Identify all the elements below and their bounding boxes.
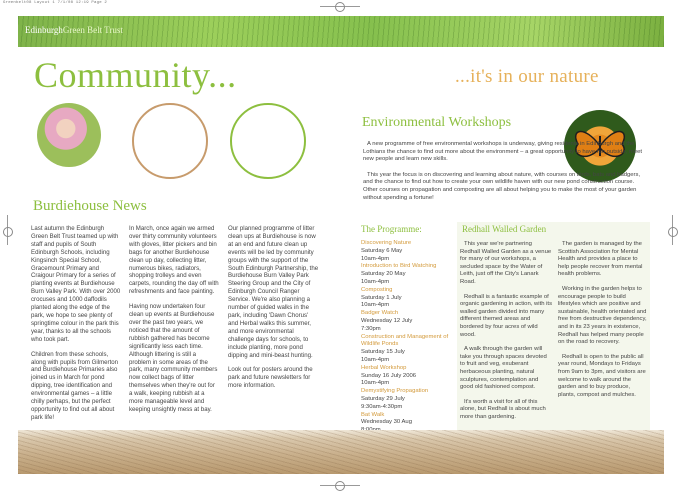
paragraph: Children from these schools, along with pupils from Gilmerton and Burdiehouse Primaries also joined us in March for pond dipping, tree identification and environmental games – a little chilly perhaps, but the perfect opportunity to find out all about park life! <box>31 350 119 421</box>
registration-mark-bottom <box>335 481 345 491</box>
paragraph: Redhall is open to the public all year round, Mondays to Fridays from 9am to 3pm, and visitors are welcome to walk around the garden and to buy produce, plants, compost and mulches. <box>558 353 646 398</box>
event-name: Construction and Management of Wildlife Ponds <box>361 333 449 348</box>
redhall-column-2 <box>558 241 648 406</box>
paragraph: This year we're partnering Redhall Walled Garden as a venue for many of our workshops, a secluded space by the Water of Leith, just off the City's Lanark Road. <box>460 241 552 285</box>
paragraph: Having now undertaken four clean up events at Burdiehouse over the past two years, we noticed that the amount of rubbish gathered has become significantly less each time. Although littering is still a problem in some areas of the park, many community members now collect bags of litter themselves when they're out for a walk, keeping rubbish at a more manageable level and keeping unsightly mess at bay. <box>129 303 218 413</box>
programme-item <box>361 263 453 286</box>
programme-title: The Programme: <box>361 224 422 234</box>
brand-name-part2: Green Belt Trust <box>62 25 123 35</box>
event-name: Discovering Nature <box>361 240 412 246</box>
event-name: Herbal Workshop <box>361 364 407 371</box>
programme-item <box>361 310 453 333</box>
paragraph: This year the focus is on discovering and learning about nature, with courses on birds, bats and badgers, and the chance to find out how to create your own wildlife haven with our new pond construction course. Other courses on propagation and composting are all about helping you to make the most of your garden without spending a fortune! <box>363 171 641 201</box>
programme-item <box>361 240 453 263</box>
event-time: 10am-4pm <box>361 302 390 309</box>
burdiehouse-column-1 <box>31 225 121 429</box>
event-date: Wednesday 12 July <box>361 317 413 324</box>
registration-mark-top <box>335 2 345 12</box>
paragraph: A new programme of free environmental workshops is underway, giving residents in Edinburgh and the Lothians the chance to find out more about the environment – a great opportunity to have fun outside, meet new people and learn new skills. <box>363 141 643 163</box>
page-title-community: Community... <box>34 55 237 95</box>
event-time: 10am-4pm <box>361 255 390 262</box>
event-date: Saturday 15 July <box>361 349 405 356</box>
event-date: Saturday 6 May <box>361 247 403 254</box>
empty-circle-green <box>230 103 306 179</box>
soil-texture <box>18 430 664 474</box>
event-name: Badger Watch <box>361 310 399 317</box>
burdiehouse-column-3 <box>228 225 320 397</box>
programme-item <box>361 365 453 388</box>
empty-circle-brown <box>132 103 208 179</box>
event-time: 10am-4pm <box>361 278 390 285</box>
event-time: 9:30am-4:30pm <box>361 403 403 410</box>
event-name: Demystifying Propagation <box>361 388 429 395</box>
registration-mark-right <box>668 227 678 237</box>
paragraph: Our planned programme of litter clean ups at Burdiehouse is now at an end and future clean up events will be led by community groups with the support of the South Edinburgh Partnership, the Burdiehouse Burn Valley Park Steering Group and the City of Edinburgh Council Ranger Service. We're also planning a number of guided walks in the park, including 'Dawn Chorus' and Herbal walks this summer, and more environmental challenge days for schools, to include planting, more pond dipping and mini-beast hunting. <box>228 225 319 359</box>
paragraph: In March, once again we armed over thirty community volunteers with gloves, litter pickers and bin bags for another Burdiehouse clean up day, collecting litter, numerous bikes, radiators, shopping trolleys and even carpets, rounding the day off with refreshments and face painting. <box>129 225 219 296</box>
brand-logo <box>25 25 123 35</box>
event-date: Saturday 1 July <box>361 294 402 301</box>
event-name: Introduction to Bird Watching <box>361 263 437 270</box>
programme-item <box>361 287 453 310</box>
page-title-nature: ...it's in our nature <box>455 66 599 87</box>
environmental-workshops-title: Environmental Workshops <box>362 115 512 130</box>
event-time: 7:30pm <box>361 325 381 332</box>
paragraph: Last autumn the Edinburgh Green Belt Trust teamed up with staff and pupils of South Edinburgh Schools, including Kingsinch Special School, Gracemount Primary and Craigour Primary for a series of planting events at Burdiehouse Burn Valley Park. With over 2000 crocuses and 1000 daffodils planted along the edge of the park, we hope to see plenty of springtime colour in the park this year, thanks to all the schools who took part. <box>31 225 121 343</box>
child-photo-circle <box>37 103 101 167</box>
event-date: Saturday 29 July <box>361 395 405 402</box>
programme-item <box>361 334 453 365</box>
event-time: 10am-4pm <box>361 380 390 387</box>
paragraph: It's worth a visit for all of this alone, but Redhall is about much more than gardening. <box>460 398 546 420</box>
event-date: Wednesday 30 Aug <box>361 419 412 426</box>
brand-name-part1: Edinburgh <box>25 25 63 35</box>
burdiehouse-news-title: Burdiehouse News <box>33 198 147 214</box>
paragraph: A walk through the garden will take you through spaces devoted to fruit and veg, exuberant herbaceous planting, natural sculptures, contemplation and good old fashioned compost. <box>460 346 547 391</box>
redhall-title: Redhall Walled Garden <box>462 224 547 234</box>
event-time: 10am-4pm <box>361 356 390 363</box>
paragraph: The garden is managed by the Scottish Association for Mental Health and provides a place to help people recover from mental health problems. <box>558 241 643 278</box>
programme-list <box>361 240 453 435</box>
paragraph: Redhall is a fantastic example of organic gardening in action, with its walled garden divided into many different themed areas and bordered by four acres of wild wood. <box>460 293 553 338</box>
redhall-column-1 <box>460 241 552 428</box>
print-line: Greenbelt08 Layout 1 7/1/08 12:19 Page 2 <box>3 1 108 5</box>
event-date: Saturday 20 May <box>361 271 406 278</box>
paragraph: Working in the garden helps to encourage people to build lifestyles which are positive and sustainable, health orientated and free from destructive dependency, and in its 23 years in existence, Redhall has helped many people on the road to recovery. <box>558 285 647 346</box>
event-name: Composting <box>361 286 393 293</box>
environmental-intro <box>363 141 643 210</box>
programme-item <box>361 388 453 411</box>
paragraph: Look out for posters around the park and future newsletters for more information. <box>228 366 313 390</box>
burdiehouse-column-2 <box>129 225 219 421</box>
registration-mark-left <box>3 227 13 237</box>
event-name: Bat Walk <box>361 411 385 418</box>
event-date: Sunday 16 July 2006 <box>361 372 417 379</box>
